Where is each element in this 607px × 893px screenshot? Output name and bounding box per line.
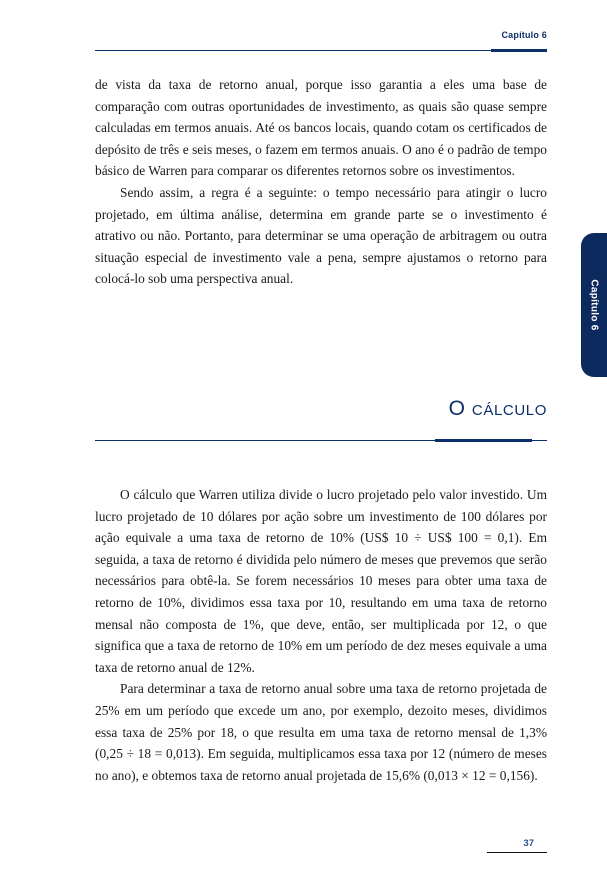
page-footer [95,838,547,860]
section-rule-thick [435,439,532,442]
footer-rule [487,852,547,853]
section-title: O cálculo [448,397,547,420]
paragraph: O cálculo que Warren utiliza divide o lucro projetado pelo valor investido. Um lucro projetado de 10 dólares por ação sobre um investimento de 100 dólares por ação equivale a uma taxa de retorno de 10% (US$ 10 ÷ US$ 100 = 0,1). Em seguida, a taxa de retorno é dividida pelo número de meses que prevemos que serão necessários para obtê-la. Se forem necessários 10 meses para obter uma taxa de retorno de 10%, dividimos essa taxa por 10, resultando em uma taxa de retorno mensal não composta de 1%, que deve, então, ser multiplicada por 12, o que significa que a taxa de retorno de 10% em um período de dez meses equivale a uma taxa de retorno anual de 12%. [95,487,547,675]
chapter-thumb-tab-label: Capítulo 6 [588,279,600,331]
running-head-chapter-label: Capítulo 6 [501,30,547,40]
section-rule-group [95,438,547,444]
paragraph: Para determinar a taxa de retorno anual sobre uma taxa de retorno projetada de 25% em um período que excede um ano, por exemplo, dezoito meses, dividimos essa taxa de 25% por 18, o que resulta em uma taxa de retorno mensal de 1,3% (0,25 ÷ 18 = 0,013). Em seguida, multiplicamos essa taxa por 12 (número de meses no ano), e obtemos taxa de retorno anual projetada de 15,6% (0,013 × 12 = 0,156). [95,681,547,783]
chapter-thumb-tab [581,233,607,377]
header-rule-thick [491,49,547,52]
page-number: 37 [523,838,534,849]
running-head [95,30,547,54]
body-text-upper [95,74,547,290]
header-rule-thin [95,50,547,51]
paragraph: de vista da taxa de retorno anual, porque isso garantia a eles uma base de comparação com outras oportunidades de investimento, as quais são quase sempre calculadas em termos anuais. Até os bancos locais, quando cotam os certificados de depósito de três e seis meses, o fazem em termos anuais. O ano é o padrão de tempo básico de Warren para comparar os diferentes retornos sobre os investimentos. [95,77,547,179]
paragraph: Sendo assim, a regra é a seguinte: o tempo necessário para atingir o lucro projetado, em última análise, determina em grande parte se o investimento é atrativo ou não. Portanto, para determinar se uma operação de arbitragem ou outra situação especial de investimento vale a pena, sempre ajustamos o retorno para colocá-lo sob uma perspectiva anual. [95,184,547,287]
section-heading-block [95,396,547,444]
body-text-lower [95,484,547,786]
